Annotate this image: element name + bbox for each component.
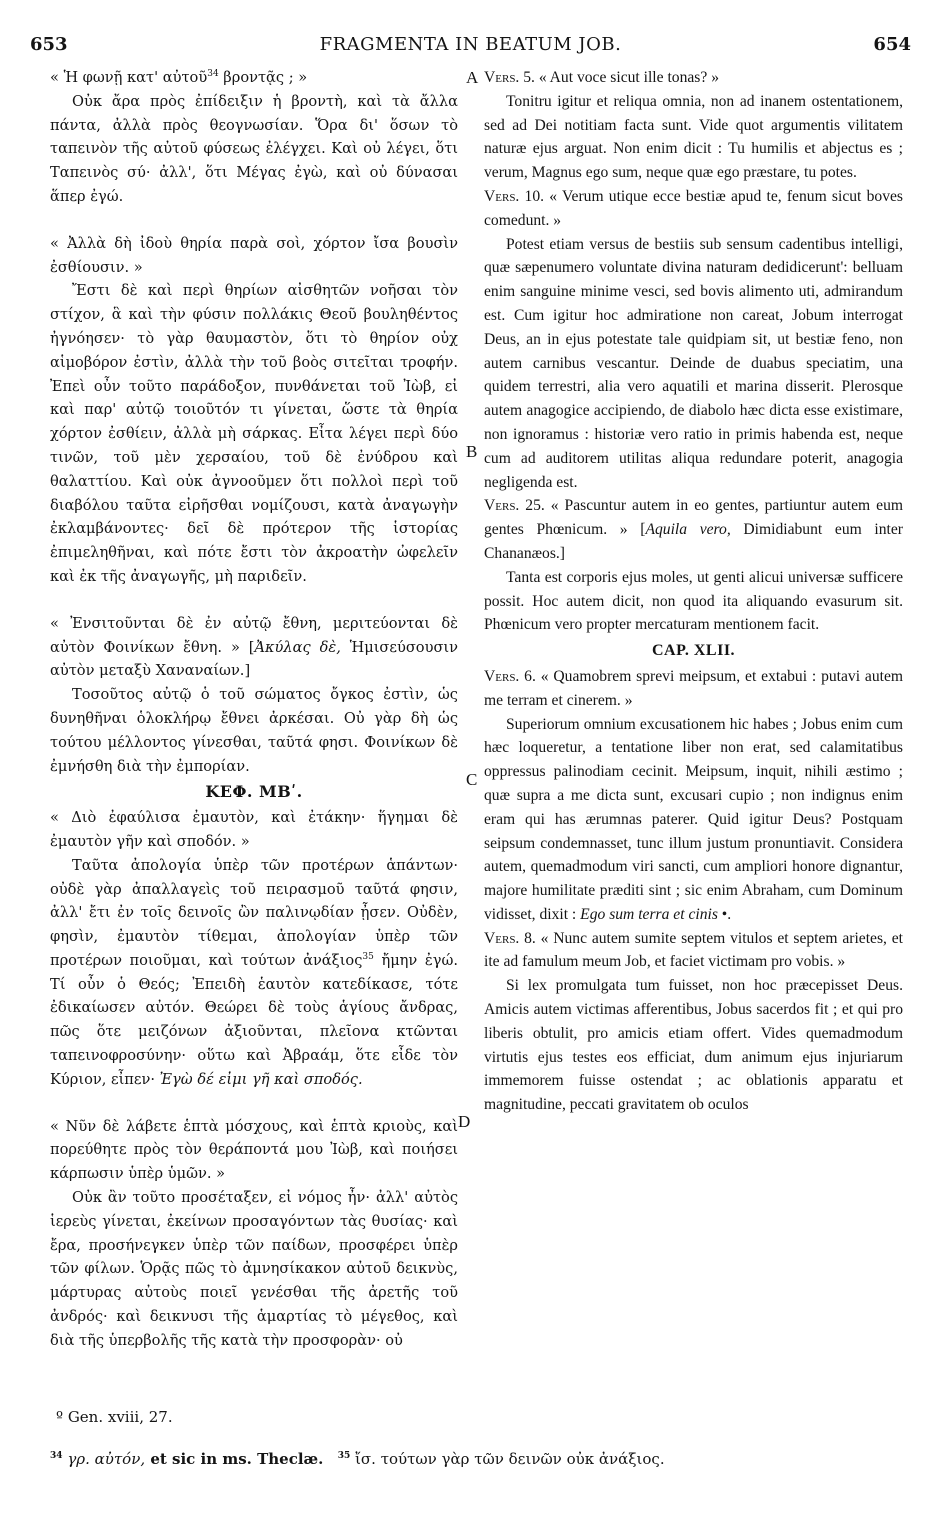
- footnote-scripture-ref: º Gen. xviii, 27.: [56, 1408, 173, 1426]
- latin-column: [484, 66, 903, 1117]
- greek-lemma-vers25: « Ἐνσιτοῦνται δὲ ἐν αὐτῷ ἔθνη, μεριτεύονται δὲ αὐτὸν Φοινίκων ἔθνη. » [Ἀκύλας δὲ, Ἡμισεύσουσιν αὐτὸν μεταξὺ Χαναναίων.]: [50, 614, 458, 680]
- latin-lemma-vers6: Vers. 6. « Quamobrem sprevi meipsum, et extabui : putavi autem me terram et cinerem. »: [484, 667, 903, 709]
- margin-letter-c: C: [466, 770, 478, 789]
- greek-lemma-vers10: « Ἀλλὰ δὴ ἰδοὺ θηρία παρὰ σοὶ, χόρτον ἴσα βουσὶν ἐσθίουσιν. »: [50, 234, 458, 276]
- greek-column: [50, 66, 458, 1353]
- latin-paragraph-5: Si lex promulgata tum fuisset, non hoc præcepisset Deus. Amicis autem victimas afferentibus, Jobus sacerdos fit ; et qui pro liberis obtulit, pro amicis etiam offert. Vides quemadmodum virtutis ejus testes eos efficiat, dum animum ejus injuriarum immemorem fuisse ostendat ; ac oblationis apparatu et magnitudine, peccati gravitatem ob oculos: [484, 977, 903, 1114]
- greek-lemma-vers5: « Ἡ φωνῇ κατ' αὐτοῦ$^{34}$ βροντᾷς ; »: [50, 69, 308, 86]
- latin-lemma-vers5: Vers. 5. « Aut voce sicut ille tonas? »: [484, 69, 719, 86]
- running-title: FRAGMENTA IN BEATUM JOB.: [319, 34, 622, 55]
- latin-paragraph-4: Superiorum omnium excusationem hic habes ; Jobus enim cum hæc loqueretur, a tentatione liber non erat, sed calamitatibus oppressus palinodiam cecinit. Meipsum, inquit, nihili æstimo ; quæ supra a me dicta sunt, excusari cupio ; non indignus enim eram qui has ærumnas paterer. Quid igitur Deus? Postquam seipsum condemnasset, tunc illum justum pronuntiavit. Considera autem, quemadmodum viri sancti, cum ampliori honore dignantur, majore humilitate præditi sint ; sic enim Abraham, cum Dominum vidisset, dixit : Ego sum terra et cinis •.: [484, 715, 903, 923]
- latin-paragraph-2: Potest etiam versus de bestiis sub sensum cadentibus intelligi, quæ sæpenumero voluntate divina naturam dedidicerunt': belluam enim sanguine minime vesci, sed bovis alimento uti, admirandum est. Cum igitur hoc admiratione non careat, Jobum interrogat Deus, an in ejus potestate tale quidpiam sit, ut bestiæ feno, non autem carnibus vescantur. Deinde de duabus speciatim, una quidem terrestri, alia vero aquatili et marina disserit. Plerosque autem anagogice accipiendo, de diabolo hæc dicta esse existimare, non ignoramus : historiæ vero ratio in primis habenda est, neque cum ad auditorem utilitas aliqua redundare poterit, anagogia negligenda est.: [484, 235, 903, 491]
- margin-letter-b: B: [466, 442, 478, 461]
- margin-letter-d: D: [458, 1112, 471, 1131]
- page-header: [30, 34, 911, 60]
- margin-letter-a: A: [466, 68, 479, 87]
- greek-lemma-vers6: « Διὸ ἐφαύλισα ἐμαυτὸν, καὶ ἐτάκην· ἥγημαι δὲ ἐμαυτὸν γῆν καὶ σποδόν. »: [50, 809, 458, 850]
- latin-lemma-vers8: Vers. 8. « Nunc autem sumite septem vitulos et septem arietes, et ite ad famulum meum Job, et faciet victimam pro vobis. »: [484, 929, 903, 971]
- greek-paragraph-5: Οὐκ ἂν τοῦτο προσέταξεν, εἰ νόμος ἦν· ἀλλ' αὐτὸς ἱερεὺς γίνεται, ἐκείνων προσαγόντων τὰς θυσίας· καὶ ἔρα, προσήνεγκεν ὑπὲρ τῶν παίδων, προσφέρει ὑπὲρ τῶν φίλων. Ὁρᾷς πῶς τὸ ἀμνησίκακον αὐτοῦ δεικνὺς, μάρτυρας αὐτοὺς ποιεῖ γενέσθαι τῆς ἀρετῆς τοῦ ἀνδρός· καὶ δεικνυσι τῆς ἁμαρτίας τὸ μέγεθος, καὶ διὰ τῆς ὑπερβολῆς τῆς κατὰ τὴν προσφορὰν· οὐ: [50, 1189, 458, 1349]
- latin-lemma-vers25: Vers. 25. « Pascuntur autem in eo gentes, partiuntur autem eum gentes Phœnicum. » [Aquila vero, Dimidiabunt eum inter Chananæos.]: [484, 497, 903, 562]
- greek-paragraph-4: Ταῦτα ἀπολογία ὑπὲρ τῶν προτέρων ἁπάντων· οὐδὲ γὰρ ἀπαλλαγεὶς τοῦ πειρασμοῦ ταῦτά φησιν, ἀλλ' ἔτι ἐν τοῖς δεινοῖς ὢν παλινῳδίαν ᾖσεν. Οὐδὲν, φησὶν, ἐμαυτὸν τίθεμαι, ἀπολογίαν ὑπὲρ τῶν προτέρων ποιοῦμαι, καὶ τούτων ἀνάξιος$^{35}$ ἤμην ἐγώ. Τί οὖν ὁ Θεός; Ἐπειδὴ ἑαυτὸν κατεδίκασε, τότε ἐδικαίωσεν αὐτόν. Θεώρει δὲ τοὺς ἁγίους ἄνδρας, πῶς ὅτε μειζόνων ἀξιοῦνται, πλεῖονα κτῶνται ταπεινοφροσύνην· οὕτω καὶ Ἀβραάμ, ὅτε εἶδε τὸν Κύριον, εἶπεν· Ἐγὼ δέ εἰμι γῆ καὶ σποδός.: [50, 856, 458, 1088]
- greek-chapter-heading: ΚΕΦ. ΜΒʹ.: [205, 782, 303, 802]
- latin-paragraph-1: Tonitru igitur et reliqua omnia, non ad inanem ostentationem, sed ad Dei notitiam facta sunt. Vide quot argumentis vilitatem naturæ ejus arguat. Non enim dicit : Tu humilis et abjectus es ; verum, Magnus ego sum, neque quæ ego præstare, tu potes.: [484, 92, 903, 182]
- page-number-left: 653: [30, 34, 68, 55]
- footnote-ref-34: 34: [207, 69, 219, 80]
- page-number-right: 654: [873, 34, 911, 55]
- greek-paragraph-1: Οὐκ ἄρα πρὸς ἐπίδειξιν ἡ βροντὴ, καὶ τὰ ἄλλα πάντα, ἀλλὰ πρὸς θεογνωσίαν. Ὅρα δι' ὅσων τὸ ταπεινὸν τῆς αὐτοῦ φύσεως ἐλέγχει. Καὶ οὐ λέγει, ὅτι Ταπεινὸς σύ· ἀλλ', ὅτι Μέγας ἐγὼ, καὶ οὐ δύνασαι ἅπερ ἐγώ.: [50, 92, 458, 205]
- latin-lemma-vers10: Vers. 10. « Verum utique ecce bestiæ apud te, fenum sicut boves comedunt. »: [484, 187, 903, 229]
- latin-chapter-heading: CAP. XLII.: [651, 642, 736, 660]
- greek-paragraph-2: Ἔστι δὲ καὶ περὶ θηρίων αἰσθητῶν νοῆσαι τὸν στίχον, ἃ καὶ τὴν φύσιν πολλάκις Θεοῦ βουληθέντος ἠγνόησεν· τὸ γὰρ θαυμαστὸν, ὅτι τὸ θηρίον οὐχ αἱμοβόρον ἐστὶν, ἀλλὰ τὴν τοῦ βοὸς σιτεῖται τροφήν. Ἐπεὶ οὖν τοῦτο παράδοξον, πυνθάνεται τοῦ Ἰὼβ, εἰ καὶ παρ' αὐτῷ τοιοῦτόν τι γίνεται, ὥστε τὰ θηρία χόρτον ἐσθίειν, ἀλλὰ μὴ σάρκας. Εἶτα λέγει περὶ δύο τινῶν, τοῦ μὲν χερσαίου, τοῦ δὲ ἐνύδρου καὶ θαλαττίου. Καὶ οὐκ ἀγνοοῦμεν ὅτι πολλοὶ περὶ τοῦ διαβόλου ταῦτα εἰρῆσθαι νομίζουσι, κατὰ ἀναγωγὴν ἐκλαμβάνοντες· δεῖ δὲ πρότερον τῆς ἱστορίας ἐπιμεληθῆναι, καὶ πότε ἔστι τὸν ἀκροατὴν ὠφελεῖν καὶ ἐκ τῆς ἀναγωγῆς, μὴ παριδεῖν.: [50, 282, 458, 585]
- greek-lemma-vers8: « Νῦν δὲ λάβετε ἑπτὰ μόσχους, καὶ ἑπτὰ κριοὺς, καὶ πορεύθητε πρὸς τὸν θεράποντά μου Ἰὼβ, καὶ ποιήσει κάρπωσιν ὑπὲρ ὑμῶν. »: [50, 1117, 458, 1183]
- latin-paragraph-3: Tanta est corporis ejus moles, ut genti alicui universæ sufficere possit. Hoc autem dicit, non quod ita aliquando evasurum sit. Phœnicum vero propter mercaturam mentionem facit.: [484, 568, 903, 634]
- footnote-ref-35: 35: [362, 952, 374, 963]
- greek-paragraph-3: Τοσοῦτος αὐτῷ ὁ τοῦ σώματος ὄγκος ἐστὶν, ὡς δυνηθῆναι ὁλοκλήρῳ ἔθνει ἀρκέσαι. Οὐ γὰρ δὴ ὡς τούτου μέλλοντος γίνεσθαι, ταῦτά φησι. Φοινίκων δὲ ἐμνήσθη διὰ τὴν ἐμπορίαν.: [50, 686, 458, 775]
- footnote-variants: $^{34}$ γρ. αὐτόν, et sic in ms. Theclæ. $^{35}$ ἴσ. τούτων γὰρ τῶν δεινῶν οὐκ ἀνάξιος.: [50, 1450, 665, 1468]
